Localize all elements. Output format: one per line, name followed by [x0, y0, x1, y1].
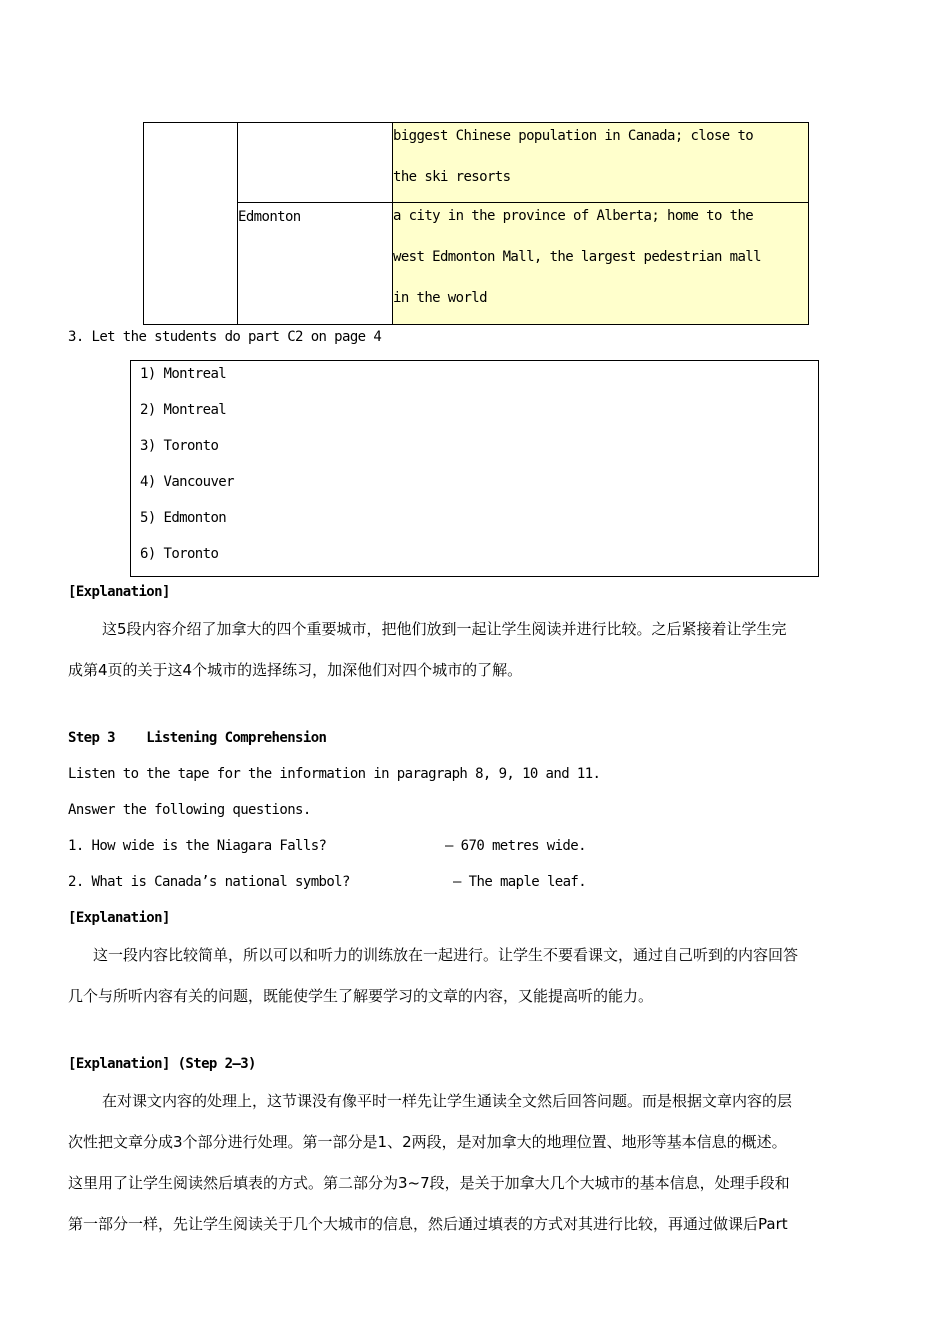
step-c2-text: 3. Let the students do part C2 on page 4 [68, 329, 382, 345]
city-name-cell: Edmonton [238, 203, 393, 325]
description-line: biggest Chinese population in Canada; close to [393, 128, 754, 144]
answer-item: 2) Montreal [140, 402, 227, 418]
answer-item: 4) Vancouver [140, 474, 234, 490]
explanation-heading: [Explanation] (Step 2—3) [68, 1056, 256, 1072]
explanation-line: 成第4页的关于这4个城市的选择练习，加深他们对四个城市的了解。 [68, 661, 523, 679]
table-cell-blank [144, 123, 238, 325]
explanation-line: 几个与所听内容有关的问题，既能使学生了解要学习的文章的内容，又能提高听的能力。 [68, 987, 654, 1005]
explanation-heading: [Explanation] [68, 910, 170, 926]
answer-text: — 670 metres wide. [445, 838, 586, 854]
answer-text: — The maple leaf. [453, 874, 587, 890]
explanation-line: 这里用了让学生阅读然后填表的方式。第二部分为3~7段，是关于加拿大几个大城市的基本信息，处理手段和 [68, 1174, 790, 1192]
description-line: a city in the province of Alberta; home to the [393, 208, 754, 224]
explanation-line: 第一部分一样，先让学生阅读关于几个大城市的信息，然后通过填表的方式对其进行比较，再通过做课后Part [68, 1215, 788, 1233]
explanation-heading: [Explanation] [68, 584, 170, 600]
step3-instruction: Listen to the tape for the information in paragraph 8, 9, 10 and 11. [68, 766, 601, 782]
description-line: west Edmonton Mall, the largest pedestrian mall [393, 249, 761, 265]
answer-item: 3) Toronto [140, 438, 219, 454]
description-line: in the world [393, 290, 487, 306]
question-text: 1. How wide is the Niagara Falls? [68, 838, 327, 854]
answer-box [130, 360, 819, 577]
step3-heading: Step 3 Listening Comprehension [68, 730, 327, 746]
explanation-line: 次性把文章分成3个部分进行处理。第一部分是1、2两段，是对加拿大的地理位置、地形等基本信息的概述。 [68, 1133, 787, 1151]
city-description-cell [393, 123, 809, 203]
question-text: 2. What is Canada’s national symbol? [68, 874, 350, 890]
table-row [144, 203, 809, 325]
city-table [143, 122, 809, 325]
city-name-cell [238, 123, 393, 203]
explanation-line: 这一段内容比较简单，所以可以和听力的训练放在一起进行。让学生不要看课文，通过自己听到的内容回答 [93, 946, 799, 964]
description-line: the ski resorts [393, 169, 511, 185]
step3-prompt: Answer the following questions. [68, 802, 311, 818]
answer-item: 5) Edmonton [140, 510, 227, 526]
table-row [144, 123, 809, 203]
explanation-line: 在对课文内容的处理上，这节课没有像平时一样先让学生通读全文然后回答问题。而是根据文章内容的层 [102, 1092, 793, 1110]
answer-item: 6) Toronto [140, 546, 219, 562]
city-description-cell [393, 203, 809, 325]
explanation-line: 这5段内容介绍了加拿大的四个重要城市，把他们放到一起让学生阅读并进行比较。之后紧接着让学生完 [102, 620, 787, 638]
answer-item: 1) Montreal [140, 366, 227, 382]
